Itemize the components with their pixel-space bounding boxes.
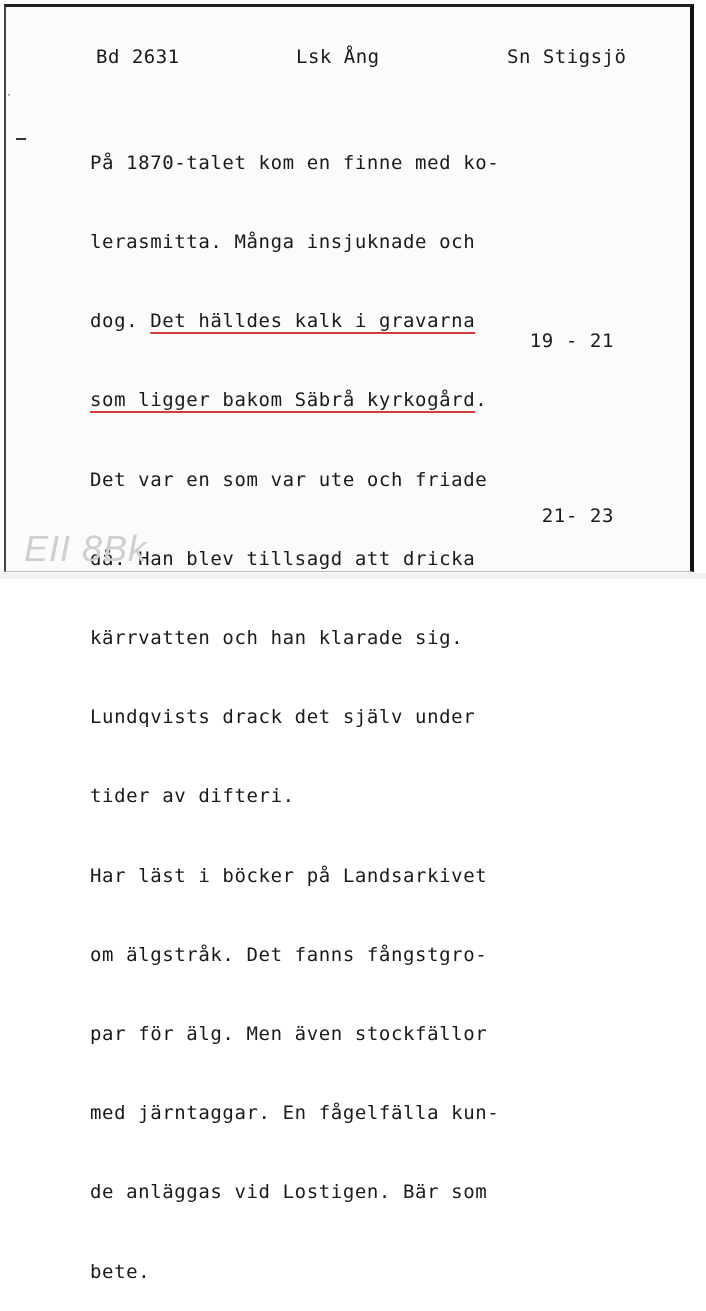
text-line: På 1870-talet kom en finne med ko- (90, 151, 500, 174)
text-line: tider av difteri. (90, 785, 295, 808)
page-reference: 21- 23 (541, 505, 614, 527)
archive-code-pencil: EII 8Bk (24, 528, 148, 569)
text-line: kärrvatten och han klarade sig. (90, 627, 464, 650)
text-line: de anläggas vid Lostigen. Bär som (90, 1181, 488, 1204)
text-line: par för älg. Men även stockfällor (90, 1023, 488, 1046)
text-line: med järntaggar. En fågelfälla kun- (90, 1102, 500, 1125)
text-fragment: dog. (90, 310, 151, 333)
underlined-text: som ligger bakom Säbrå kyrkogård (90, 389, 476, 412)
card-text (90, 97, 499, 1311)
margin-dot: · (6, 90, 13, 101)
text-line: Lundqvists drack det själv under (90, 706, 476, 729)
underlined-text: Det hälldes kalk i gravarna (150, 310, 476, 333)
text-line: om älgstråk. Det fanns fångstgro- (90, 943, 488, 966)
text-line: Det var en som var ute och friade (90, 468, 488, 491)
text-line: bete. (90, 1260, 151, 1283)
text-line: då. Han blev tillsagd att dricka (90, 547, 476, 570)
margin-dash (16, 138, 26, 140)
text-line: lerasmitta. Många insjuknade och (90, 231, 476, 254)
record-number: Bd 2631 (96, 46, 180, 68)
page-reference: 19 - 21 (529, 330, 614, 352)
bottom-edge (0, 573, 706, 579)
region-code: Lsk Ång (296, 46, 380, 68)
text-fragment: . (475, 389, 488, 412)
parish-name: Sn Stigsjö (507, 46, 627, 68)
text-line: Har läst i böcker på Landsarkivet (90, 864, 488, 887)
text-line (90, 308, 499, 334)
text-line (90, 387, 499, 413)
